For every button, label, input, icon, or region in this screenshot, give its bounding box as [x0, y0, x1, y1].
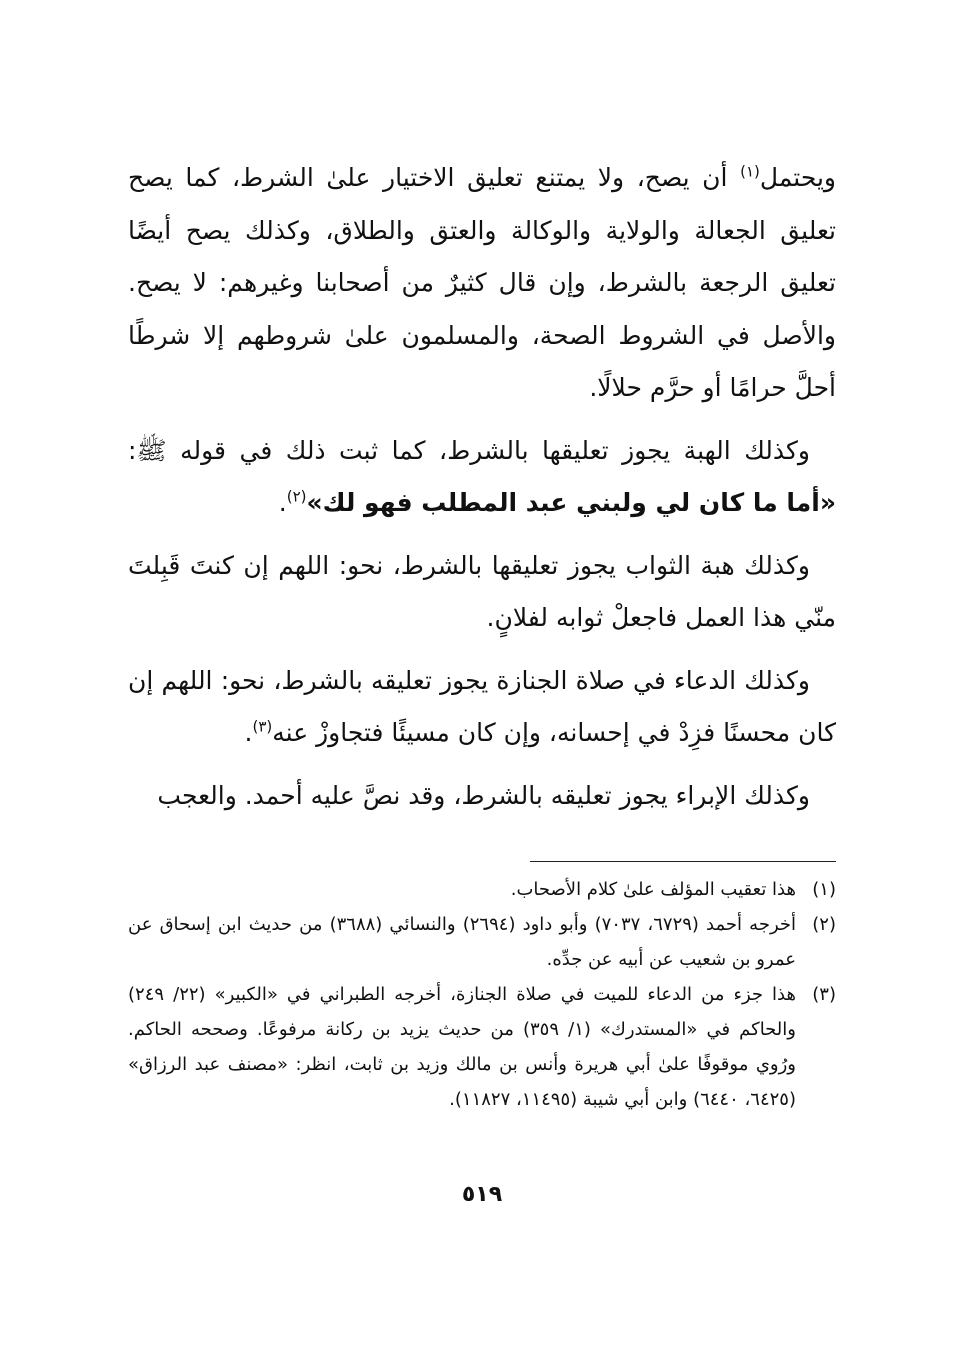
paragraph: وكذلك الهبة يجوز تعليقها بالشرط، كما ثبت ذلك في قوله ﷺ: «أما ما كان لي ولبني عبد المطلب فهو لك»$^{(٢)}$.	[128, 435, 836, 517]
footnote-number: (١)	[812, 879, 836, 900]
footnotes	[128, 872, 836, 1117]
footnote-number: (٢)	[812, 914, 836, 935]
footnote-reference: (١)	[740, 162, 760, 181]
paragraph: ويحتمل$^{(١)}$ أن يصح، ولا يمتنع تعليق الاختيار علىٰ الشرط، كما يصح تعليق الجعالة والولاية والوكالة والعتق والطلاق، وكذلك يصح أيضًا تعليق الرجعة بالشرط، وإن قال كثيرٌ من أصحابنا وغيرهم: لا يصح. والأصل في الشروط الصحة، والمسلمون علىٰ شروطهم إلا شرطًا أحلَّ حرامًا أو حرَّم حلالًا.	[128, 162, 836, 402]
footnote-reference: (٢)	[286, 487, 307, 506]
paragraph: وكذلك هبة الثواب يجوز تعليقها بالشرط، نحو: اللهم إن كنتَ قَبِلتَ منّي هذا العمل فاجعلْ ثوابه لفلانٍ.	[128, 550, 836, 632]
hadith-quote: «أما ما كان لي ولبني عبد المطلب فهو لك»	[306, 488, 836, 517]
footnote	[128, 977, 836, 1117]
footnote-text: هذا تعقيب المؤلف علىٰ كلام الأصحاب.	[510, 879, 796, 900]
paragraph: وكذلك الدعاء في صلاة الجنازة يجوز تعليقه بالشرط، نحو: اللهم إن كان محسنًا فزِدْ في إحسانه، وإن كان مسيئًا فتجاوزْ عنه$^{(٣)}$.	[128, 665, 836, 747]
main-text	[128, 152, 836, 832]
footnote-text: هذا جزء من الدعاء للميت في صلاة الجنازة، أخرجه الطبراني في «الكبير» (٢٢/ ٢٤٩) والحاكم في «المستدرك» (١/ ٣٥٩) من حديث يزيد بن ركانة مرفوعًا. وصححه الحاكم. ورُوي موقوفًا علىٰ أبي هريرة وأنس بن مالك وزيد بن ثابت، انظر: «مصنف عبد الرزاق» (٦٤٢٥، ٦٤٤٠) وابن أبي شيبة (١١٤٩٥، ١١٨٢٧).	[128, 984, 797, 1110]
page-number: ٥١٩	[461, 1182, 503, 1207]
footnote-number: (٣)	[812, 984, 836, 1005]
footnote	[128, 907, 836, 977]
footnote	[128, 872, 836, 907]
footnote-text: أخرجه أحمد (٦٧٢٩، ٧٠٣٧) وأبو داود (٢٦٩٤) والنسائي (٣٦٨٨) من حديث ابن إسحاق عن عمرو بن شعيب عن أبيه عن جدِّه.	[128, 914, 797, 970]
paragraph: وكذلك الإبراء يجوز تعليقه بالشرط، وقد نصَّ عليه أحمد. والعجب	[157, 780, 810, 810]
footnote-separator	[530, 861, 836, 862]
footnote-reference: (٣)	[252, 717, 273, 736]
